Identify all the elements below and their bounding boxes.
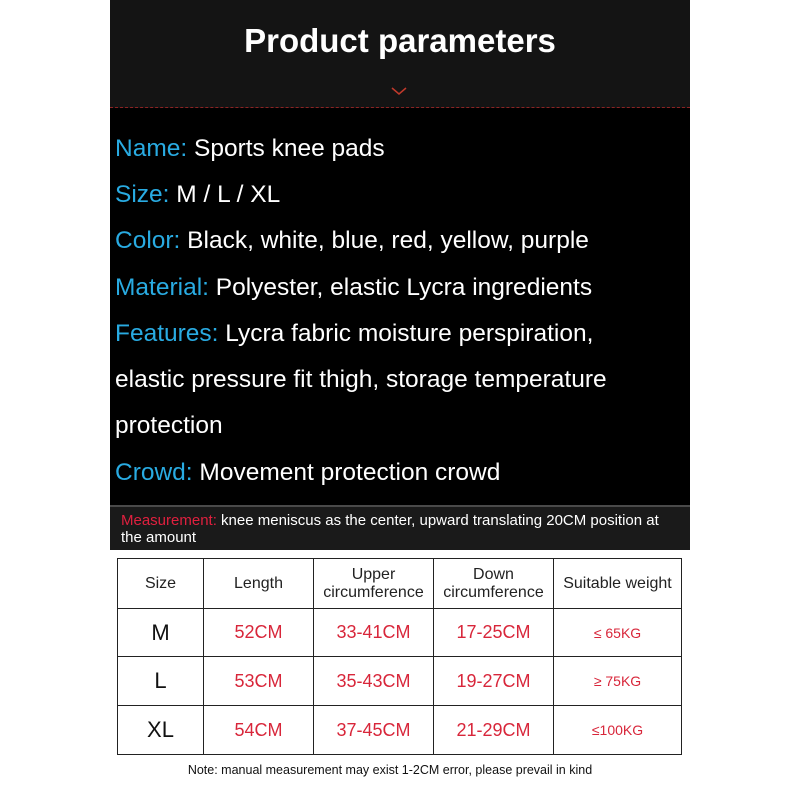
param-features-cont	[115, 363, 607, 397]
table-header: Size	[118, 559, 204, 609]
table-row	[118, 609, 682, 657]
table-header: Length	[204, 559, 314, 609]
weight-cell: ≤ 65KG	[554, 609, 682, 657]
param-value: Lycra fabric moisture perspiration,	[218, 320, 594, 347]
param-crowd	[115, 456, 500, 490]
size-cell: M	[118, 609, 204, 657]
param-name	[115, 132, 385, 166]
param-value: Sports knee pads	[187, 135, 385, 162]
page-title: Product parameters	[244, 22, 556, 59]
param-features-cont	[115, 409, 223, 443]
down-cell: 21-29CM	[434, 706, 554, 755]
table-header: Upper circumference	[314, 559, 434, 609]
header-divider	[110, 107, 690, 108]
param-features	[115, 317, 593, 351]
param-value: elastic pressure fit thigh, storage temperature	[115, 366, 607, 393]
upper-cell: 37-45CM	[314, 706, 434, 755]
table-header: Suitable weight	[554, 559, 682, 609]
param-value: protection	[115, 412, 223, 439]
param-size	[115, 178, 280, 212]
chevron-down-icon	[391, 86, 407, 96]
table-row	[118, 706, 682, 755]
table-row	[118, 657, 682, 706]
footnote: Note: manual measurement may exist 1-2CM error, please prevail in kind	[187, 763, 593, 777]
length-cell: 52CM	[204, 609, 314, 657]
table-header: Down circumference	[434, 559, 554, 609]
param-color	[115, 224, 589, 258]
measurement-text	[121, 512, 681, 546]
param-key: Name:	[115, 135, 188, 162]
param-value: Polyester, elastic Lycra ingredients	[208, 274, 593, 301]
size-cell: XL	[118, 706, 204, 755]
param-key: Crowd:	[115, 459, 193, 486]
length-cell: 54CM	[204, 706, 314, 755]
table-header-row	[118, 559, 682, 609]
param-value: Black, white, blue, red, yellow, purple	[180, 227, 589, 254]
length-cell: 53CM	[204, 657, 314, 706]
param-key: Color:	[115, 227, 181, 254]
measurement-band	[110, 505, 690, 550]
param-key: Material:	[115, 274, 209, 301]
down-cell: 19-27CM	[434, 657, 554, 706]
header-band	[110, 0, 690, 108]
param-key: Size:	[115, 181, 170, 208]
down-cell: 17-25CM	[434, 609, 554, 657]
param-value: Movement protection crowd	[192, 459, 501, 486]
size-cell: L	[118, 657, 204, 706]
param-key: Features:	[115, 320, 219, 347]
upper-cell: 33-41CM	[314, 609, 434, 657]
measurement-value: knee meniscus as the center, upward translating 20CM position at the amount	[121, 512, 659, 546]
weight-cell: ≤100KG	[554, 706, 682, 755]
measurement-key: Measurement:	[121, 512, 217, 529]
size-table	[117, 558, 682, 755]
upper-cell: 35-43CM	[314, 657, 434, 706]
param-value: M / L / XL	[169, 181, 281, 208]
parameters-panel	[110, 0, 690, 550]
param-material	[115, 271, 592, 305]
weight-cell: ≥ 75KG	[554, 657, 682, 706]
